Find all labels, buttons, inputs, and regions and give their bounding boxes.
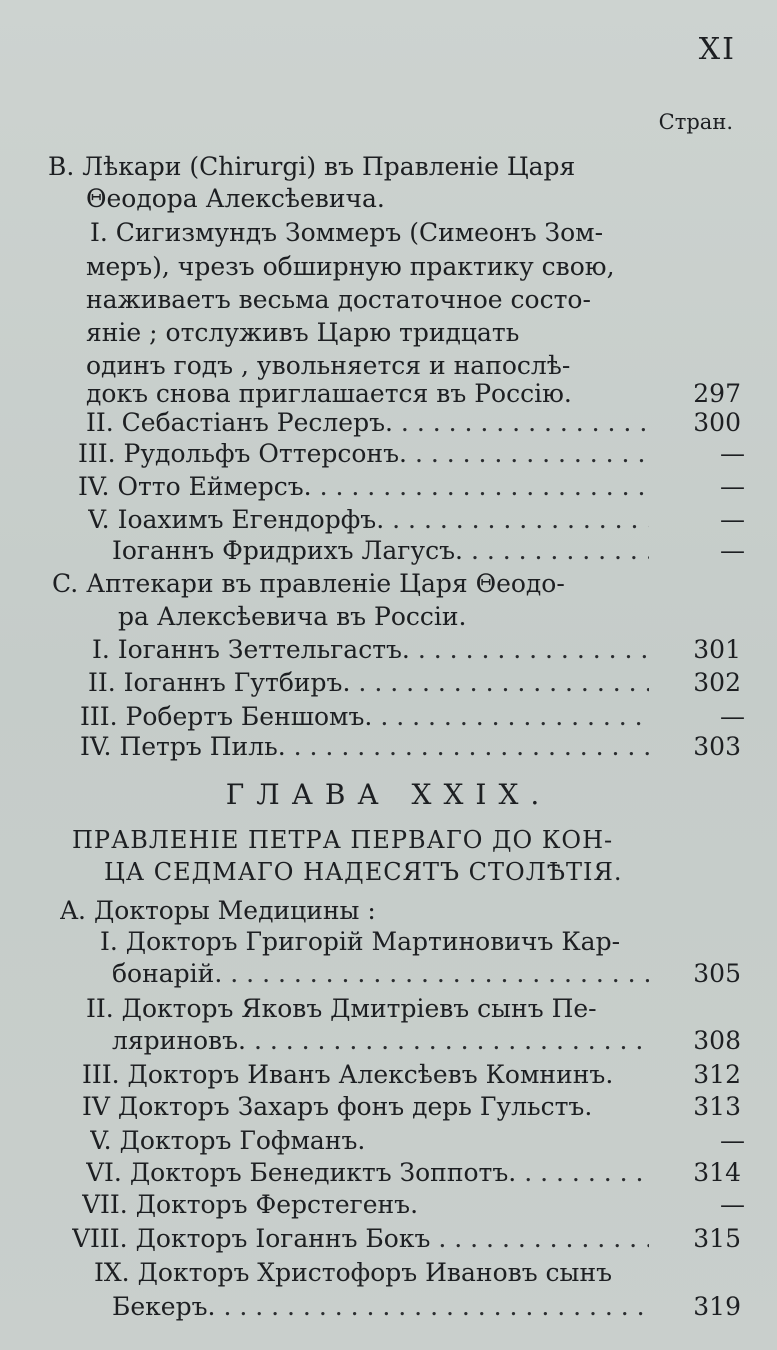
entry-page: 297 xyxy=(693,379,741,408)
section-c-title: C. Аптекари въ правленіе Царя Θеодо- xyxy=(52,569,565,598)
entry-text: III. Докторъ Иванъ Алексѣевъ Комнинъ. xyxy=(82,1060,614,1089)
entry-page: — xyxy=(720,536,745,565)
toc-entry xyxy=(86,1156,657,1190)
toc-entry xyxy=(78,470,657,504)
entry-page: — xyxy=(720,1190,745,1219)
entry-page: — xyxy=(720,505,745,534)
entry-page: 301 xyxy=(693,635,741,664)
entry-text: III. Рудольфъ Оттерсонъ. xyxy=(78,439,407,468)
entry-page: 315 xyxy=(693,1224,741,1253)
entry-text: II. Докторъ Яковъ Дмитріевъ сынъ Пе- xyxy=(86,994,597,1023)
toc-entry xyxy=(72,1222,657,1256)
toc-entry xyxy=(92,633,657,667)
section-c-title-cont: ра Алексѣевича въ Россіи. xyxy=(118,602,467,631)
toc-entry xyxy=(88,503,657,537)
toc-entry xyxy=(86,406,657,440)
entry-text: V. Іоахимъ Егендорфъ. xyxy=(88,505,385,534)
entry-page: — xyxy=(720,439,745,468)
entry-text: III. Робертъ Беншомъ. xyxy=(80,702,373,731)
entry-page: 303 xyxy=(693,732,741,761)
entry-page: 308 xyxy=(693,1026,741,1055)
chapter-subtitle-cont: ЦА СЕДМАГО НАДЕСЯТЪ СТОЛѢТІЯ. xyxy=(104,858,623,886)
toc-entry xyxy=(112,1024,657,1058)
toc-entry xyxy=(112,957,657,991)
entry-text: II. Іоганнъ Гутбиръ. xyxy=(88,668,351,697)
entry-page: — xyxy=(720,472,745,501)
section-b-title-cont: Θеодора Алексѣевича. xyxy=(86,184,385,213)
entry-page: 312 xyxy=(693,1060,741,1089)
entry-text: VI. Докторъ Бенедиктъ Зоппотъ. xyxy=(86,1158,517,1187)
page-column-header: Стран. xyxy=(658,110,733,134)
chapter-subtitle: ПРАВЛЕНІЕ ПЕТРА ПЕРВАГО ДО КОН- xyxy=(72,826,614,854)
entry-text: одинъ годъ , увольняется и напослѣ- xyxy=(86,351,571,380)
entry-page: 319 xyxy=(693,1292,741,1321)
entry-text: I. Докторъ Григорій Мартиновичъ Кар- xyxy=(100,927,621,956)
entry-text: VIII. Докторъ Іоганнъ Бокъ xyxy=(72,1224,431,1253)
entry-page: — xyxy=(720,1126,745,1155)
entry-text: наживаетъ весьма достаточное состо- xyxy=(86,285,591,314)
entry-text: VII. Докторъ Ферстегенъ. xyxy=(82,1190,419,1219)
entry-page: — xyxy=(720,702,745,731)
entry-text: IX. Докторъ Христофоръ Ивановъ сынъ xyxy=(94,1258,613,1287)
toc-entry xyxy=(88,666,657,700)
entry-text: ляриновъ. xyxy=(112,1026,246,1055)
toc-entry xyxy=(78,437,657,471)
toc-entry xyxy=(112,1290,657,1324)
entry-text: II. Себастіанъ Реслеръ. xyxy=(86,408,393,437)
entry-text: яніе ; отслуживъ Царю тридцать xyxy=(86,318,520,347)
entry-page: 300 xyxy=(693,408,741,437)
entry-page: 302 xyxy=(693,668,741,697)
toc-entry xyxy=(80,700,657,734)
entry-text: I. Іоганнъ Зеттельгастъ. xyxy=(92,635,410,664)
entry-text: бонарій. xyxy=(112,959,223,988)
page-number: XI xyxy=(698,32,736,67)
section-a-title: A. Докторы Медицины : xyxy=(60,896,376,925)
entry-page: 313 xyxy=(693,1092,741,1121)
entry-text: меръ), чрезъ обширную практику свою, xyxy=(86,252,615,281)
section-b-title: B. Лѣкари (Chirurgi) въ Правленіе Царя xyxy=(48,152,576,181)
entry-page: 314 xyxy=(693,1158,741,1187)
entry-page: 305 xyxy=(693,959,741,988)
entry-text: IV. Отто Еймерсъ. xyxy=(78,472,312,501)
toc-entry xyxy=(112,534,657,568)
entry-text: Бекеръ. xyxy=(112,1292,216,1321)
entry-text: I. Сигизмундъ Зоммеръ (Симеонъ Зом- xyxy=(90,218,604,247)
entry-text: IV Докторъ Захаръ фонъ дерь Гульстъ. xyxy=(82,1092,593,1121)
entry-text: докъ снова приглашается въ Россію. xyxy=(86,379,572,408)
toc-entry xyxy=(80,730,657,764)
entry-text: V. Докторъ Гофманъ. xyxy=(90,1126,366,1155)
entry-text: IV. Петръ Пиль. xyxy=(80,732,286,761)
entry-text: Іоганнъ Фридрихъ Лагусъ. xyxy=(112,536,463,565)
chapter-title: ГЛАВА XXIX. xyxy=(225,778,552,811)
